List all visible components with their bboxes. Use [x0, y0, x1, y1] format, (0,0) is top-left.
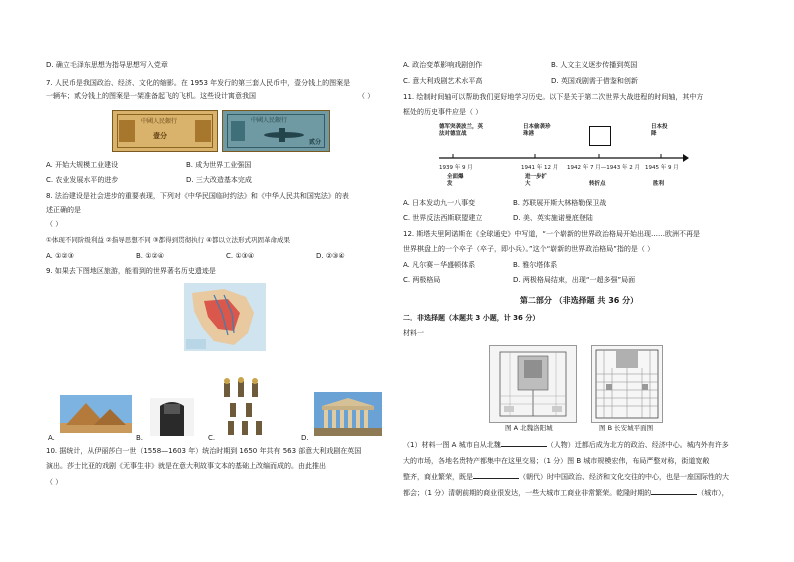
- left-column: [46, 0, 396, 562]
- option-b: B. 成为世界工业强国: [186, 161, 252, 169]
- option-d-line: D. 确立毛泽东思想为指导思想写入党章: [46, 61, 168, 69]
- mesopotamia-map-image: [184, 283, 266, 351]
- timeline-event-label: 德军突袭波兰，英法对德宣战: [439, 124, 484, 138]
- changan-city-map-image: [591, 345, 663, 423]
- question-text: （朝代）时中国政治、经济和文化交往的中心，也是一座国际性的大: [519, 473, 729, 481]
- ww2-timeline: [439, 124, 689, 194]
- banknote-two-fen-image: [222, 110, 330, 152]
- option-d: D.: [301, 434, 309, 442]
- option-a: A. ①②③: [46, 252, 74, 260]
- section-two-heading: 二．非选择题（本题共 3 小题，计 36 分）: [403, 314, 540, 322]
- question-11-line2: 框处的历史事件应是（ ）: [403, 108, 483, 116]
- hammurabi-code-stele-photo: [150, 398, 194, 436]
- question-text: （城市），: [697, 489, 729, 497]
- part-two-heading: 第二部分 （非选择题 共 36 分）: [519, 296, 639, 305]
- timeline-date: 1945 年 9 月: [645, 165, 679, 171]
- timeline-stage-label: 胜利: [653, 181, 665, 187]
- figure-b-caption: 图 B 长安城平面图: [599, 424, 654, 432]
- airplane-icon: [259, 127, 309, 143]
- question-12-line1: 12. 斯塔夫里阿诺斯在《全球通史》中写道，“一个崭新的世界政治格局开始出现……欧洲不再是: [403, 230, 700, 238]
- figure-a-caption: 图 A 北魏洛阳城: [505, 424, 553, 432]
- right-column: [403, 0, 755, 562]
- answer-blank[interactable]: [473, 472, 519, 479]
- question-text: 都会；（1 分）清朝前期的商业很发达，一些大城市工商业非常繁荣。乾隆时期的: [403, 489, 652, 497]
- question-8-line2: 述正确的是: [46, 206, 81, 214]
- banknote-value: 贰分: [308, 139, 321, 146]
- option-c: C.: [208, 434, 216, 442]
- material-one-label: 材料一: [403, 329, 424, 337]
- answer-bracket: （ ）: [358, 92, 375, 100]
- timeline-stage-label: 进一步扩大: [525, 174, 548, 188]
- question-7-line2: 一辆车；贰分钱上的图案是一架准备起飞的飞机。这些设计寓意我国: [46, 92, 256, 100]
- answer-blank[interactable]: [651, 488, 697, 495]
- option-d: D. ②③④: [316, 252, 345, 260]
- option-a: A. 日本发动九一八事变: [403, 199, 476, 207]
- ancient-figures-photo: [220, 377, 266, 437]
- timeline-blank-box: [589, 126, 611, 146]
- question-13-line4: [403, 488, 729, 499]
- option-a: A. 凡尔赛－华盛顿体系: [403, 261, 476, 269]
- answer-bracket: （ ）: [46, 478, 63, 486]
- question-8-items: ①体现不同阶级利益 ②指导思想不同 ③都得到贯彻执行 ④都以立法形式巩固革命成果: [46, 236, 291, 244]
- option-b: B. 人文主义逐步传播到英国: [551, 61, 638, 69]
- question-13-line3: [403, 472, 729, 483]
- option-d: D. 三大改造基本完成: [186, 176, 252, 184]
- option-b: B. ①②④: [136, 252, 165, 260]
- question-text: 整齐，商业繁荣，既是: [403, 473, 473, 481]
- timeline-event-label: 日本偷袭珍珠港: [523, 124, 551, 138]
- question-11-line1: 11. 绘制时间轴可以帮助我们更好地学习历史。以下是关于第二次世界大战进程的时间轴，其中方: [403, 93, 704, 101]
- timeline-date: 1941 年 12 月: [521, 165, 559, 171]
- luoyang-city-map-image: [489, 345, 577, 423]
- question-13-line2: 大的市场，各地名贵特产都集中在这里交易；（1 分）图 B 城市规模宏伟，布局严整对称，街道宽敞: [403, 457, 710, 465]
- banknote-value: 壹分: [153, 132, 167, 140]
- option-c: C. ①③④: [226, 252, 255, 260]
- question-9-text: 9. 如果去下图地区旅游，能看到的世界著名历史遗迹是: [46, 267, 216, 275]
- pyramids-photo: [60, 395, 132, 433]
- option-d: D. 两极格局结束，出现“一超多强”局面: [513, 276, 636, 284]
- timeline-axis: [439, 154, 689, 164]
- question-13-line1: [403, 440, 729, 451]
- option-b: B. 雅尔塔体系: [513, 261, 558, 269]
- option-b: B.: [136, 434, 144, 442]
- banknote-one-fen-image: [112, 110, 218, 152]
- question-10-line2: 演出。莎士比亚的戏剧《无事生非》就是在意大利故事文本的基础上改编而成的。由此推出: [46, 462, 326, 470]
- banknote-bank-name: 中國人民銀行: [141, 118, 178, 125]
- option-c: C. 意大利戏剧艺术水平高: [403, 77, 483, 85]
- timeline-event-label: 日本投降: [651, 124, 668, 138]
- question-10-line1: 10. 据统计，从伊丽莎白一世（1558—1603 年）统治时期到 1650 年共有 563 部意大利戏剧在英国: [46, 447, 362, 455]
- answer-blank[interactable]: [501, 440, 547, 447]
- timeline-stage-label: 转折点: [589, 181, 606, 187]
- option-c: C. 农业发展水平的进步: [46, 176, 119, 184]
- timeline-date: 1939 年 9 月: [439, 165, 473, 171]
- option-a: A. 政治变革影响戏剧创作: [403, 61, 483, 69]
- option-a: A. 开始大规模工业建设: [46, 161, 119, 169]
- question-7-line1: 7. 人民币是我国政治、经济、文化的缩影。在 1953 年发行的第三套人民币中，壹分钱上的图案是: [46, 79, 351, 87]
- timeline-stage-label: 全面爆发: [447, 174, 464, 188]
- option-d: D. 英国戏剧需于借鉴和创新: [551, 77, 638, 85]
- question-12-line2: 世界棋盘上的一个卒子（卒子，即小兵）。”这个“崭新的世界政治格局”指的是（ ）: [403, 245, 655, 253]
- question-8-line1: 8. 法治建设是社会进步的重要表现，下列对《中华民国临时约法》和《中华人民共和国宪法》的表: [46, 192, 349, 200]
- parthenon-photo: [314, 392, 382, 436]
- timeline-date: 1942 年 7 月—1943 年 2 月: [567, 165, 640, 171]
- answer-bracket: （ ）: [46, 220, 63, 228]
- banknote-bank-name: 中國人民銀行: [251, 117, 288, 124]
- question-text: （1）材料一图 A 城市自从北魏: [403, 441, 501, 449]
- option-d: D. 美、英实施诺曼底登陆: [513, 214, 593, 222]
- option-b: B. 苏联展开斯大林格勒保卫战: [513, 199, 607, 207]
- option-c: C. 两极格局: [403, 276, 441, 284]
- question-text: （人物）迁都后成为北方的政治、经济中心。城内外有许多: [546, 441, 729, 449]
- option-c: C. 世界反法西斯联盟建立: [403, 214, 483, 222]
- option-a: A.: [48, 434, 55, 442]
